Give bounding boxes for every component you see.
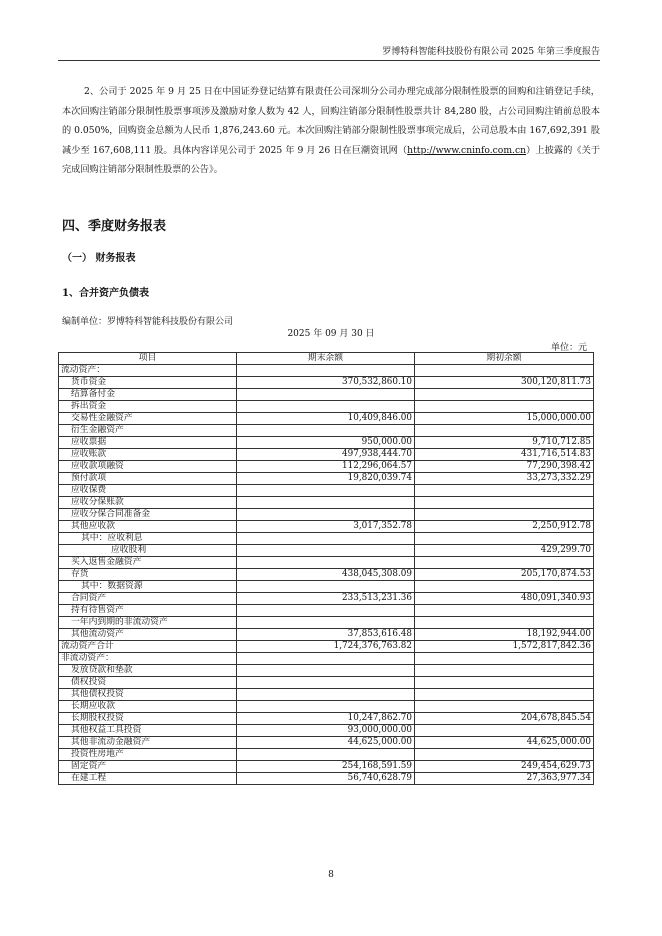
row-ending-balance: [237, 701, 415, 713]
table-row: [59, 749, 594, 761]
row-beginning-balance: [415, 665, 594, 677]
header-item: 项目: [59, 353, 237, 365]
row-beginning-balance: [415, 689, 594, 701]
row-beginning-balance: [415, 605, 594, 617]
table-row: [59, 497, 594, 509]
row-ending-balance: 370,532,860.10: [237, 377, 415, 389]
row-beginning-balance: [415, 701, 594, 713]
table-row: [59, 569, 594, 581]
row-beginning-balance: [415, 749, 594, 761]
table-row: [59, 509, 594, 521]
table-row: [59, 773, 594, 785]
row-item-label: 应收账款: [59, 449, 237, 461]
table-body: [59, 365, 594, 785]
row-ending-balance: [237, 509, 415, 521]
table-row: [59, 389, 594, 401]
table-row: [59, 545, 594, 557]
table-row: [59, 701, 594, 713]
table-row: [59, 629, 594, 641]
row-item-label: 其中：应收利息: [59, 533, 237, 545]
table-row: [59, 401, 594, 413]
page-number: 8: [328, 870, 334, 880]
row-beginning-balance: [415, 389, 594, 401]
row-ending-balance: [237, 653, 415, 665]
row-item-label: 其他应收款: [59, 521, 237, 533]
row-ending-balance: 19,820,039.74: [237, 473, 415, 485]
row-ending-balance: 438,045,308.09: [237, 569, 415, 581]
table-row: [59, 617, 594, 629]
balance-sheet-table: [58, 352, 594, 785]
row-item-label: 应收分保账款: [59, 497, 237, 509]
row-item-label: 买入返售金融资产: [59, 557, 237, 569]
row-item-label: 应收保费: [59, 485, 237, 497]
share-repurchase-paragraph: [62, 82, 600, 180]
row-item-label: 应收款项融资: [59, 461, 237, 473]
table-row: [59, 449, 594, 461]
table-row: [59, 425, 594, 437]
row-beginning-balance: [415, 485, 594, 497]
row-ending-balance: [237, 605, 415, 617]
row-beginning-balance: 44,625,000.00: [415, 737, 594, 749]
row-item-label: 发放贷款和垫款: [59, 665, 237, 677]
row-item-label: 交易性金融资产: [59, 413, 237, 425]
table-header-row: [59, 353, 594, 365]
row-ending-balance: [237, 677, 415, 689]
row-beginning-balance: [415, 533, 594, 545]
header-beginning-balance: 期初余额: [415, 353, 594, 365]
table-row: [59, 413, 594, 425]
row-beginning-balance: 77,290,398.42: [415, 461, 594, 473]
paragraph-text-before-link: 2、公司于 2025 年 9 月 25 日在中国证券登记结算有限责任公司深圳分公司办理完成部分限制性股票的回购和注销登记手续，本次回购注销部分限制性股票事项涉及激励对象人数为 42 人，回购注销部分限制性股票共计 84,280 股，占公司回购注销前总股本的 0.050%，回购资金总额为人民币 1,876,243.60 元。本次回购注销部分限制性股票事项完成后，公司总股本由 167,692,391 股减少至 167,608,111 股。具体内容详见公司于 2025 年 9 月 26 日在巨潮资讯网（: [62, 86, 600, 156]
row-ending-balance: [237, 401, 415, 413]
row-item-label: 在建工程: [59, 773, 237, 785]
row-item-label: 流动资产合计: [59, 641, 237, 653]
row-ending-balance: [237, 485, 415, 497]
row-item-label: 合同资产: [59, 593, 237, 605]
row-item-label: 流动资产：: [59, 365, 237, 377]
row-beginning-balance: 249,454,629.73: [415, 761, 594, 773]
page-header: 罗博特科智能科技股份有限公司 2025 年第三季度报告: [58, 44, 600, 61]
row-beginning-balance: 429,299.70: [415, 545, 594, 557]
row-beginning-balance: 33,273,332.29: [415, 473, 594, 485]
row-item-label: 预付款项: [59, 473, 237, 485]
row-beginning-balance: 300,120,811.73: [415, 377, 594, 389]
row-ending-balance: 56,740,628.79: [237, 773, 415, 785]
row-beginning-balance: 18,192,944.00: [415, 629, 594, 641]
row-item-label: 衍生金融资产: [59, 425, 237, 437]
row-item-label: 应收票据: [59, 437, 237, 449]
currency-unit-label: 单位：元: [550, 343, 587, 353]
table-row: [59, 689, 594, 701]
row-beginning-balance: 2,250,912.78: [415, 521, 594, 533]
table-row: [59, 581, 594, 593]
row-ending-balance: 1,724,376,763.82: [237, 641, 415, 653]
subsection-title: （一） 财务报表: [62, 253, 136, 264]
row-item-label: 固定资产: [59, 761, 237, 773]
row-item-label: 其他债权投资: [59, 689, 237, 701]
row-beginning-balance: [415, 401, 594, 413]
table-row: [59, 521, 594, 533]
row-ending-balance: [237, 545, 415, 557]
table-row: [59, 665, 594, 677]
row-beginning-balance: [415, 677, 594, 689]
row-beginning-balance: [415, 557, 594, 569]
row-ending-balance: 10,409,846.00: [237, 413, 415, 425]
table-row: [59, 377, 594, 389]
table-row: [59, 653, 594, 665]
row-item-label: 其他非流动金融资产: [59, 737, 237, 749]
row-item-label: 拆出资金: [59, 401, 237, 413]
row-item-label: 长期应收款: [59, 701, 237, 713]
row-ending-balance: [237, 749, 415, 761]
table-row: [59, 461, 594, 473]
row-ending-balance: 37,853,616.48: [237, 629, 415, 641]
table-row: [59, 677, 594, 689]
row-item-label: 其中：数据资源: [59, 581, 237, 593]
row-beginning-balance: [415, 581, 594, 593]
row-item-label: 投资性房地产: [59, 749, 237, 761]
row-ending-balance: 93,000,000.00: [237, 725, 415, 737]
row-ending-balance: 44,625,000.00: [237, 737, 415, 749]
row-beginning-balance: [415, 425, 594, 437]
row-beginning-balance: 205,170,874.53: [415, 569, 594, 581]
table-row: [59, 533, 594, 545]
table-row: [59, 761, 594, 773]
row-beginning-balance: 431,716,514.83: [415, 449, 594, 461]
row-item-label: 长期股权投资: [59, 713, 237, 725]
row-item-label: 债权投资: [59, 677, 237, 689]
table-row: [59, 725, 594, 737]
row-ending-balance: [237, 665, 415, 677]
row-item-label: 结算备付金: [59, 389, 237, 401]
row-item-label: 存货: [59, 569, 237, 581]
row-ending-balance: 950,000.00: [237, 437, 415, 449]
row-item-label: 持有待售资产: [59, 605, 237, 617]
cninfo-link[interactable]: http://www.cninfo.com.cn: [407, 144, 527, 156]
row-beginning-balance: [415, 497, 594, 509]
row-ending-balance: 3,017,352.78: [237, 521, 415, 533]
paragraph-text-after-link: ）上披露的《关于完成回购注销部分限制性股票的公告》。: [62, 144, 601, 176]
statement-date: 2025 年 09 月 30 日: [287, 329, 375, 339]
row-item-label: 其他流动资产: [59, 629, 237, 641]
row-item-label: 应收股利: [59, 545, 237, 557]
row-ending-balance: [237, 365, 415, 377]
row-beginning-balance: [415, 653, 594, 665]
row-item-label: 货币资金: [59, 377, 237, 389]
row-ending-balance: 112,296,064.57: [237, 461, 415, 473]
table-row: [59, 365, 594, 377]
row-ending-balance: [237, 557, 415, 569]
row-ending-balance: 497,938,444.70: [237, 449, 415, 461]
table-row: [59, 713, 594, 725]
row-ending-balance: [237, 533, 415, 545]
row-ending-balance: 254,168,591.59: [237, 761, 415, 773]
statement-title: 1、合并资产负债表: [62, 288, 149, 299]
preparing-company-label: 编制单位：罗博特科智能科技股份有限公司: [62, 317, 234, 327]
table-row: [59, 641, 594, 653]
row-beginning-balance: [415, 725, 594, 737]
section-title: 四、季度财务报表: [62, 219, 167, 234]
table-row: [59, 485, 594, 497]
row-ending-balance: 10,247,862.70: [237, 713, 415, 725]
row-beginning-balance: [415, 617, 594, 629]
row-ending-balance: [237, 581, 415, 593]
header-ending-balance: 期末余额: [237, 353, 415, 365]
row-beginning-balance: 9,710,712.85: [415, 437, 594, 449]
row-item-label: 其他权益工具投资: [59, 725, 237, 737]
row-ending-balance: [237, 425, 415, 437]
row-beginning-balance: [415, 365, 594, 377]
table-row: [59, 473, 594, 485]
row-beginning-balance: 15,000,000.00: [415, 413, 594, 425]
table-row: [59, 437, 594, 449]
table-row: [59, 593, 594, 605]
row-ending-balance: [237, 689, 415, 701]
row-item-label: 一年内到期的非流动资产: [59, 617, 237, 629]
row-ending-balance: [237, 497, 415, 509]
row-beginning-balance: 204,678,845.54: [415, 713, 594, 725]
row-beginning-balance: 1,572,817,842.36: [415, 641, 594, 653]
row-item-label: 应收分保合同准备金: [59, 509, 237, 521]
row-beginning-balance: [415, 509, 594, 521]
row-ending-balance: [237, 617, 415, 629]
row-item-label: 非流动资产：: [59, 653, 237, 665]
table-row: [59, 737, 594, 749]
row-ending-balance: [237, 389, 415, 401]
row-beginning-balance: 27,363,977.34: [415, 773, 594, 785]
table-row: [59, 605, 594, 617]
row-beginning-balance: 480,091,340.93: [415, 593, 594, 605]
table-row: [59, 557, 594, 569]
row-ending-balance: 233,513,231.36: [237, 593, 415, 605]
